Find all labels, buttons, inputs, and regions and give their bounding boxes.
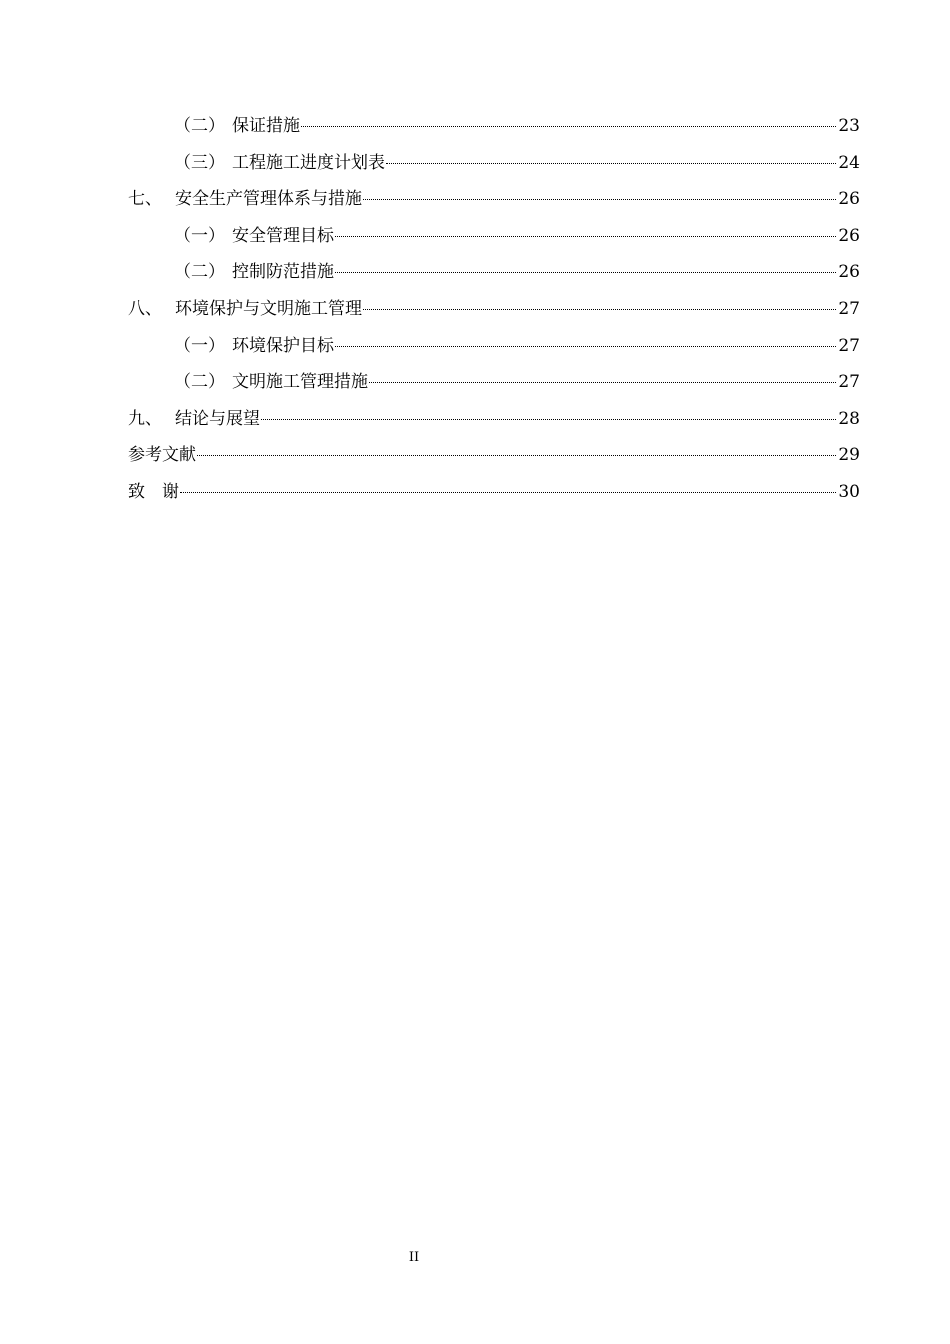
dot-leader (301, 126, 836, 127)
toc-entry-number: （三） (174, 152, 225, 173)
toc-entry-page: 30 (838, 481, 860, 502)
toc-entry-page: 26 (838, 189, 860, 210)
toc-entry-title: 结论与展望 (175, 408, 260, 429)
toc-entry-number: （二） (174, 372, 225, 393)
dot-leader (261, 419, 836, 420)
dot-leader (369, 382, 836, 383)
toc-entry-title: 安全管理目标 (232, 225, 334, 246)
toc-entry[interactable] (128, 364, 860, 401)
dot-leader (197, 455, 836, 456)
toc-entry[interactable] (128, 145, 860, 182)
toc-entry-number: （一） (174, 335, 225, 356)
toc-entry-page: 24 (838, 152, 860, 173)
dot-leader (363, 199, 836, 200)
toc-entry-number: 八、 (128, 298, 162, 319)
toc-entry-page: 28 (838, 408, 860, 429)
toc-entry-page: 29 (838, 445, 860, 466)
toc-entry-acknowledgements[interactable] (128, 474, 860, 511)
toc-entry-page: 27 (838, 335, 860, 356)
toc-entry-title: 致 谢 (128, 481, 179, 502)
dot-leader (335, 346, 836, 347)
toc-entry-title: 文明施工管理措施 (232, 372, 368, 393)
toc-entry[interactable] (128, 328, 860, 365)
toc-entry-number: （一） (174, 225, 225, 246)
toc-entry-title: 安全生产管理体系与措施 (175, 189, 362, 210)
dot-leader (386, 163, 836, 164)
table-of-contents (128, 108, 860, 511)
toc-entry-page: 26 (838, 262, 860, 283)
toc-entry-number: （二） (174, 262, 225, 283)
toc-entry-page: 27 (838, 298, 860, 319)
toc-entry[interactable] (128, 254, 860, 291)
toc-entry[interactable] (128, 181, 860, 218)
dot-leader (363, 309, 836, 310)
toc-entry-number: 七、 (128, 189, 162, 210)
toc-entry-page: 27 (838, 372, 860, 393)
toc-entry-title: 工程施工进度计划表 (232, 152, 385, 173)
toc-entry-number: （二） (174, 116, 225, 136)
toc-entry-title: 保证措施 (232, 116, 300, 136)
dot-leader (335, 236, 836, 237)
dot-leader (335, 272, 836, 273)
toc-entry[interactable] (128, 218, 860, 255)
toc-entry-page: 26 (838, 225, 860, 246)
toc-entry-number: 九、 (128, 408, 162, 429)
toc-entry[interactable] (128, 291, 860, 328)
page-number: II (408, 1250, 420, 1265)
toc-entry-title: 环境保护目标 (232, 335, 334, 356)
dot-leader (180, 492, 836, 493)
toc-entry-page: 23 (838, 116, 860, 136)
toc-entry[interactable] (128, 401, 860, 438)
toc-entry-title: 环境保护与文明施工管理 (175, 298, 362, 319)
toc-entry-title: 参考文献 (128, 445, 196, 466)
toc-entry[interactable] (128, 108, 860, 145)
toc-entry-references[interactable] (128, 437, 860, 474)
toc-entry-title: 控制防范措施 (232, 262, 334, 283)
